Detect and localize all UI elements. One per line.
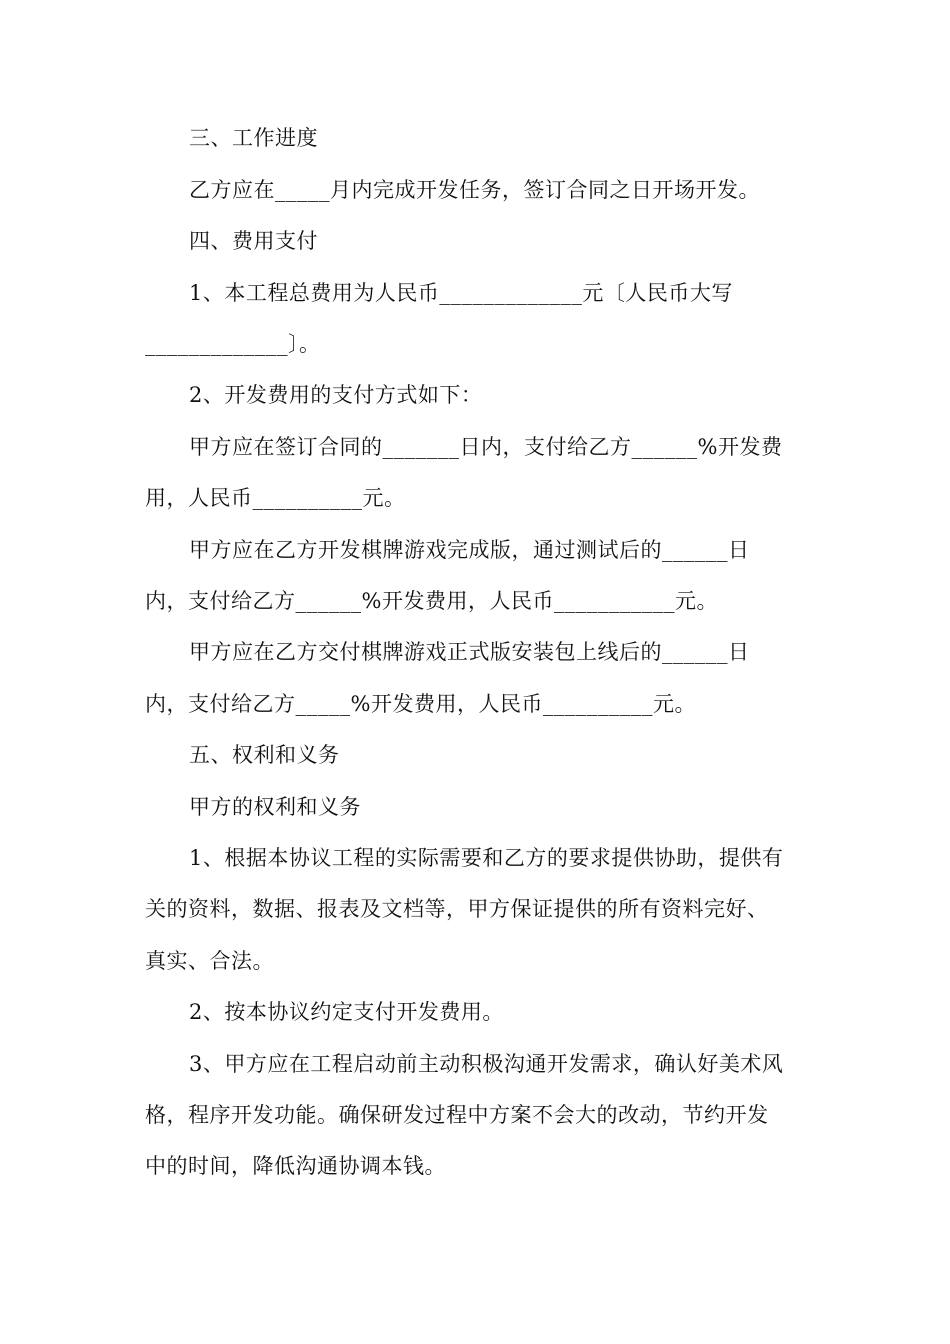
paragraph-line: 3、甲方应在工程启动前主动积极沟通开发需求，确认好美术风: [189, 1052, 784, 1076]
paragraph-line: 甲方应在乙方开发棋牌游戏完成版，通过测试后的______日: [189, 538, 750, 562]
paragraph-line: 关的资料，数据、报表及文档等，甲方保证提供的所有资料完好、: [145, 897, 769, 921]
section-heading-rights-obligations: 五、权利和义务: [189, 743, 340, 767]
paragraph-line: 内，支付给乙方______%开发费用，人民币___________元。: [145, 589, 718, 613]
paragraph-line: 内，支付给乙方_____%开发费用，人民币__________元。: [145, 692, 696, 716]
paragraph-line: 2、按本协议约定支付开发费用。: [189, 1000, 504, 1024]
paragraph-line: 2、开发费用的支付方式如下：: [189, 383, 483, 407]
section-heading-payment: 四、费用支付: [189, 229, 318, 253]
paragraph-line: 用，人民币__________元。: [145, 486, 406, 510]
paragraph-line: 格，程序开发功能。确保研发过程中方案不会大的改动，节约开发: [145, 1103, 769, 1127]
paragraph-line: 甲方应在签订合同的_______日内，支付给乙方______%开发费: [189, 435, 783, 459]
paragraph-line: 甲方应在乙方交付棋牌游戏正式版安装包上线后的______日: [189, 640, 750, 664]
section-heading-work-progress: 三、工作进度: [189, 126, 318, 150]
paragraph-line: 1、根据本协议工程的实际需要和乙方的要求提供协助，提供有: [189, 846, 784, 870]
paragraph-line: 真实、合法。: [145, 949, 274, 973]
paragraph-line: 中的时间，降低沟通协调本钱。: [145, 1154, 446, 1178]
subheading-party-a-rights: 甲方的权利和义务: [189, 795, 361, 819]
paragraph-line: _____________〕。: [145, 332, 321, 356]
paragraph-line: 乙方应在_____月内完成开发任务，签订合同之日开场开发。: [189, 178, 760, 202]
paragraph-line: 1、本工程总费用为人民币_____________元〔人民币大写: [189, 281, 733, 305]
